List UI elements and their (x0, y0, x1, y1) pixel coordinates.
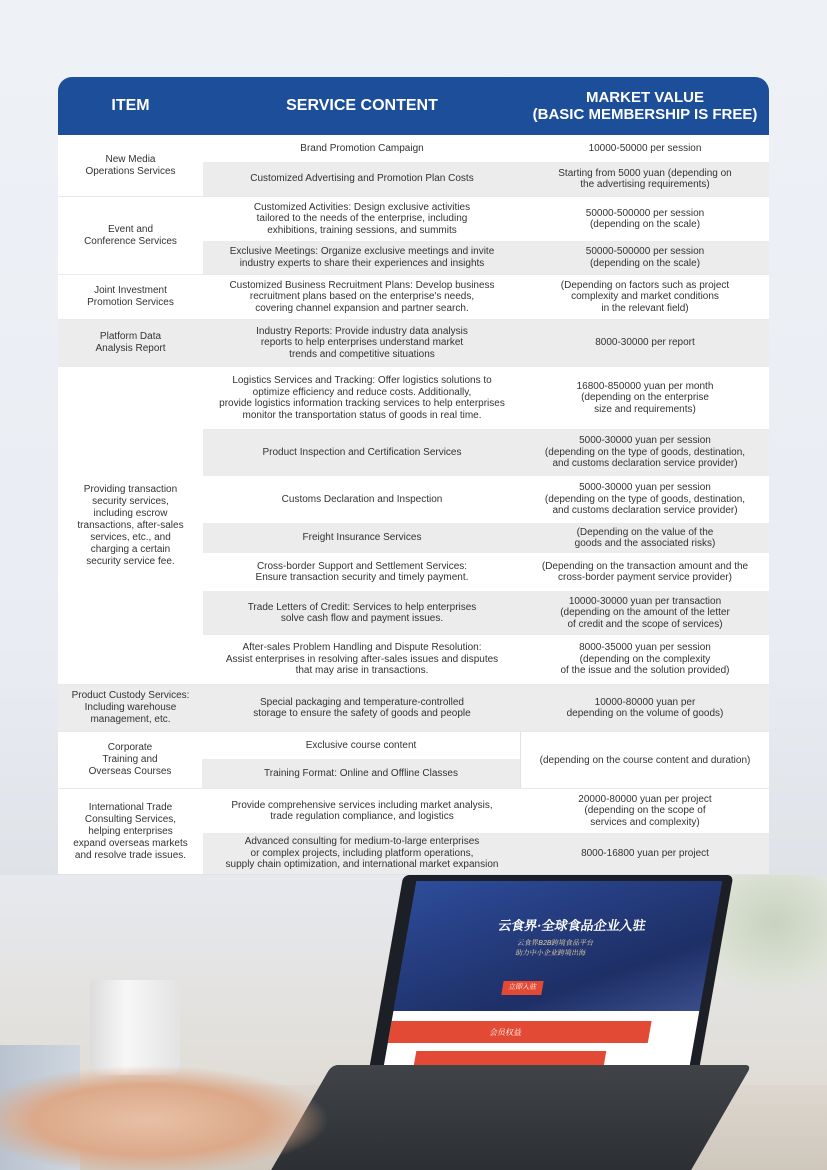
table-header-strip (414, 1051, 606, 1065)
value-cell: (Depending on the transaction amount and the cross-border payment service provider) (521, 553, 769, 591)
table-row (203, 320, 769, 366)
service-cell: Advanced consulting for medium-to-large enterprises or complex projects, including platform operations, supply chain optimization, and international market expansion (203, 833, 521, 874)
table-row (203, 476, 769, 523)
service-cell: Cross-border Support and Settlement Services: Ensure transaction security and timely payment. (203, 553, 521, 591)
value-cell: 10000-80000 yuan per depending on the volume of goods) (521, 685, 769, 731)
value-cell: 8000-16800 yuan per project (521, 833, 769, 874)
service-cell: After-sales Problem Handling and Dispute Resolution: Assist enterprises in resolving after-sales issues and disputes that may arise in transactions. (203, 635, 521, 684)
service-cell: Provide comprehensive services including market analysis, trade regulation compliance, and logistics (203, 789, 521, 833)
laptop-keyboard (268, 1065, 752, 1170)
table-row (203, 685, 769, 731)
service-cell: Special packaging and temperature-controlled storage to ensure the safety of goods and people (203, 685, 521, 731)
table-row (203, 523, 769, 553)
group-event-conference (58, 197, 769, 275)
header-service-content: SERVICE CONTENT (286, 97, 438, 114)
table-row (203, 367, 769, 429)
table-row (203, 197, 769, 241)
item-cell: Platform Data Analysis Report (58, 320, 203, 366)
service-cell: Customs Declaration and Inspection (203, 476, 521, 523)
mug-image (90, 980, 180, 1075)
group-data-analysis (58, 320, 769, 367)
table-row (203, 833, 769, 874)
value-cell: 16800-850000 yuan per month (depending on the enterprise size and requirements) (521, 367, 769, 429)
table-row (203, 635, 769, 684)
service-cell: Customized Advertising and Promotion Plan Costs (203, 162, 521, 196)
value-cell: 8000-35000 yuan per session (depending on the complexity of the issue and the solution provided) (521, 635, 769, 684)
service-cell: Exclusive Meetings: Organize exclusive meetings and invite industry experts to share their experiences and insights (203, 241, 521, 274)
table-row (203, 162, 769, 196)
pricing-table (58, 77, 769, 874)
group-trade-consulting (58, 789, 769, 874)
service-cell: Trade Letters of Credit: Services to help enterprises solve cash flow and payment issues. (203, 591, 521, 635)
item-cell: Event and Conference Services (58, 197, 203, 274)
group-new-media (58, 135, 769, 197)
hands-image (0, 1065, 330, 1170)
value-cell: 5000-30000 yuan per session (depending on the type of goods, destination, and customs declaration service provider) (521, 429, 769, 476)
service-cell: Brand Promotion Campaign (203, 135, 521, 162)
section-label: 会员权益 (488, 1028, 523, 1037)
value-cell: 10000-50000 per session (521, 135, 769, 162)
value-cell: (Depending on the value of the goods and the associated risks) (521, 523, 769, 553)
group-transaction-security (58, 367, 769, 685)
table-row (202, 759, 520, 788)
item-cell: Corporate Training and Overseas Courses (58, 732, 202, 788)
value-cell: Starting from 5000 yuan (depending on the advertising requirements) (521, 162, 769, 196)
service-cell: Customized Business Recruitment Plans: Develop business recruitment plans based on the enterprise's needs, covering channel expansion and partner search. (203, 275, 521, 319)
value-cell: (Depending on factors such as project complexity and market conditions in the relevant field) (521, 275, 769, 319)
service-cell: Exclusive course content (202, 732, 520, 759)
table-row (203, 241, 769, 274)
value-cell: 50000-500000 per session (depending on the scale) (521, 197, 769, 241)
service-cell: Freight Insurance Services (203, 523, 521, 553)
table-row (203, 429, 769, 476)
group-corporate-training (58, 732, 769, 789)
value-cell: 10000-30000 yuan per transaction (depending on the amount of the letter of credit and the scope of services) (521, 591, 769, 635)
table-row (203, 553, 769, 591)
value-cell: 20000-80000 yuan per project (depending on the scope of services and complexity) (521, 789, 769, 833)
item-cell: Product Custody Services: Including warehouse management, etc. (58, 685, 203, 731)
table-row (203, 135, 769, 162)
value-cell: 5000-30000 yuan per session (depending on the type of goods, destination, and customs declaration service provider) (521, 476, 769, 523)
table-row (203, 789, 769, 833)
value-cell: (depending on the course content and duration) (520, 732, 769, 788)
table-row (202, 732, 520, 759)
laptop-photo (0, 875, 827, 1170)
service-cell: Training Format: Online and Offline Classes (202, 759, 520, 788)
table-row (203, 275, 769, 319)
header-item: ITEM (111, 97, 150, 114)
service-cell: Logistics Services and Tracking: Offer logistics solutions to optimize efficiency and reduce costs. Additionally, provide logistics information tracking services to help enterprises monitor the transportation status of goods in real time. (203, 367, 521, 429)
section-bar (388, 1021, 652, 1043)
value-cell: 8000-30000 per report (521, 320, 769, 366)
group-joint-investment (58, 275, 769, 320)
service-cell: Product Inspection and Certification Services (203, 429, 521, 476)
table-header (58, 77, 769, 135)
table-row (203, 591, 769, 635)
item-cell: Joint Investment Promotion Services (58, 275, 203, 319)
service-cell: Customized Activities: Design exclusive activities tailored to the needs of the enterprise, including exhibitions, training sessions, and summits (203, 197, 521, 241)
header-market-value: MARKET VALUE (BASIC MEMBERSHIP IS FREE) (532, 89, 758, 123)
service-cell: Industry Reports: Provide industry data analysis reports to help enterprises understand market trends and competitive situations (203, 320, 521, 366)
item-cell: New Media Operations Services (58, 135, 203, 196)
item-cell: International Trade Consulting Services, helping enterprises expand overseas markets and resolve trade issues. (58, 789, 203, 874)
value-cell: 50000-500000 per session (depending on the scale) (521, 241, 769, 274)
banner-subtitle: 云食界B2B跨境食品平台 助力中小企业跨境出海 (514, 940, 595, 957)
item-cell: Providing transaction security services, including escrow transactions, after-sales services, etc., and charging a certain security service fee. (58, 367, 203, 684)
banner-title: 云食界·全球食品企业入驻 (497, 918, 648, 933)
group-product-custody (58, 685, 769, 732)
join-button: 立即入驻 (501, 981, 543, 995)
